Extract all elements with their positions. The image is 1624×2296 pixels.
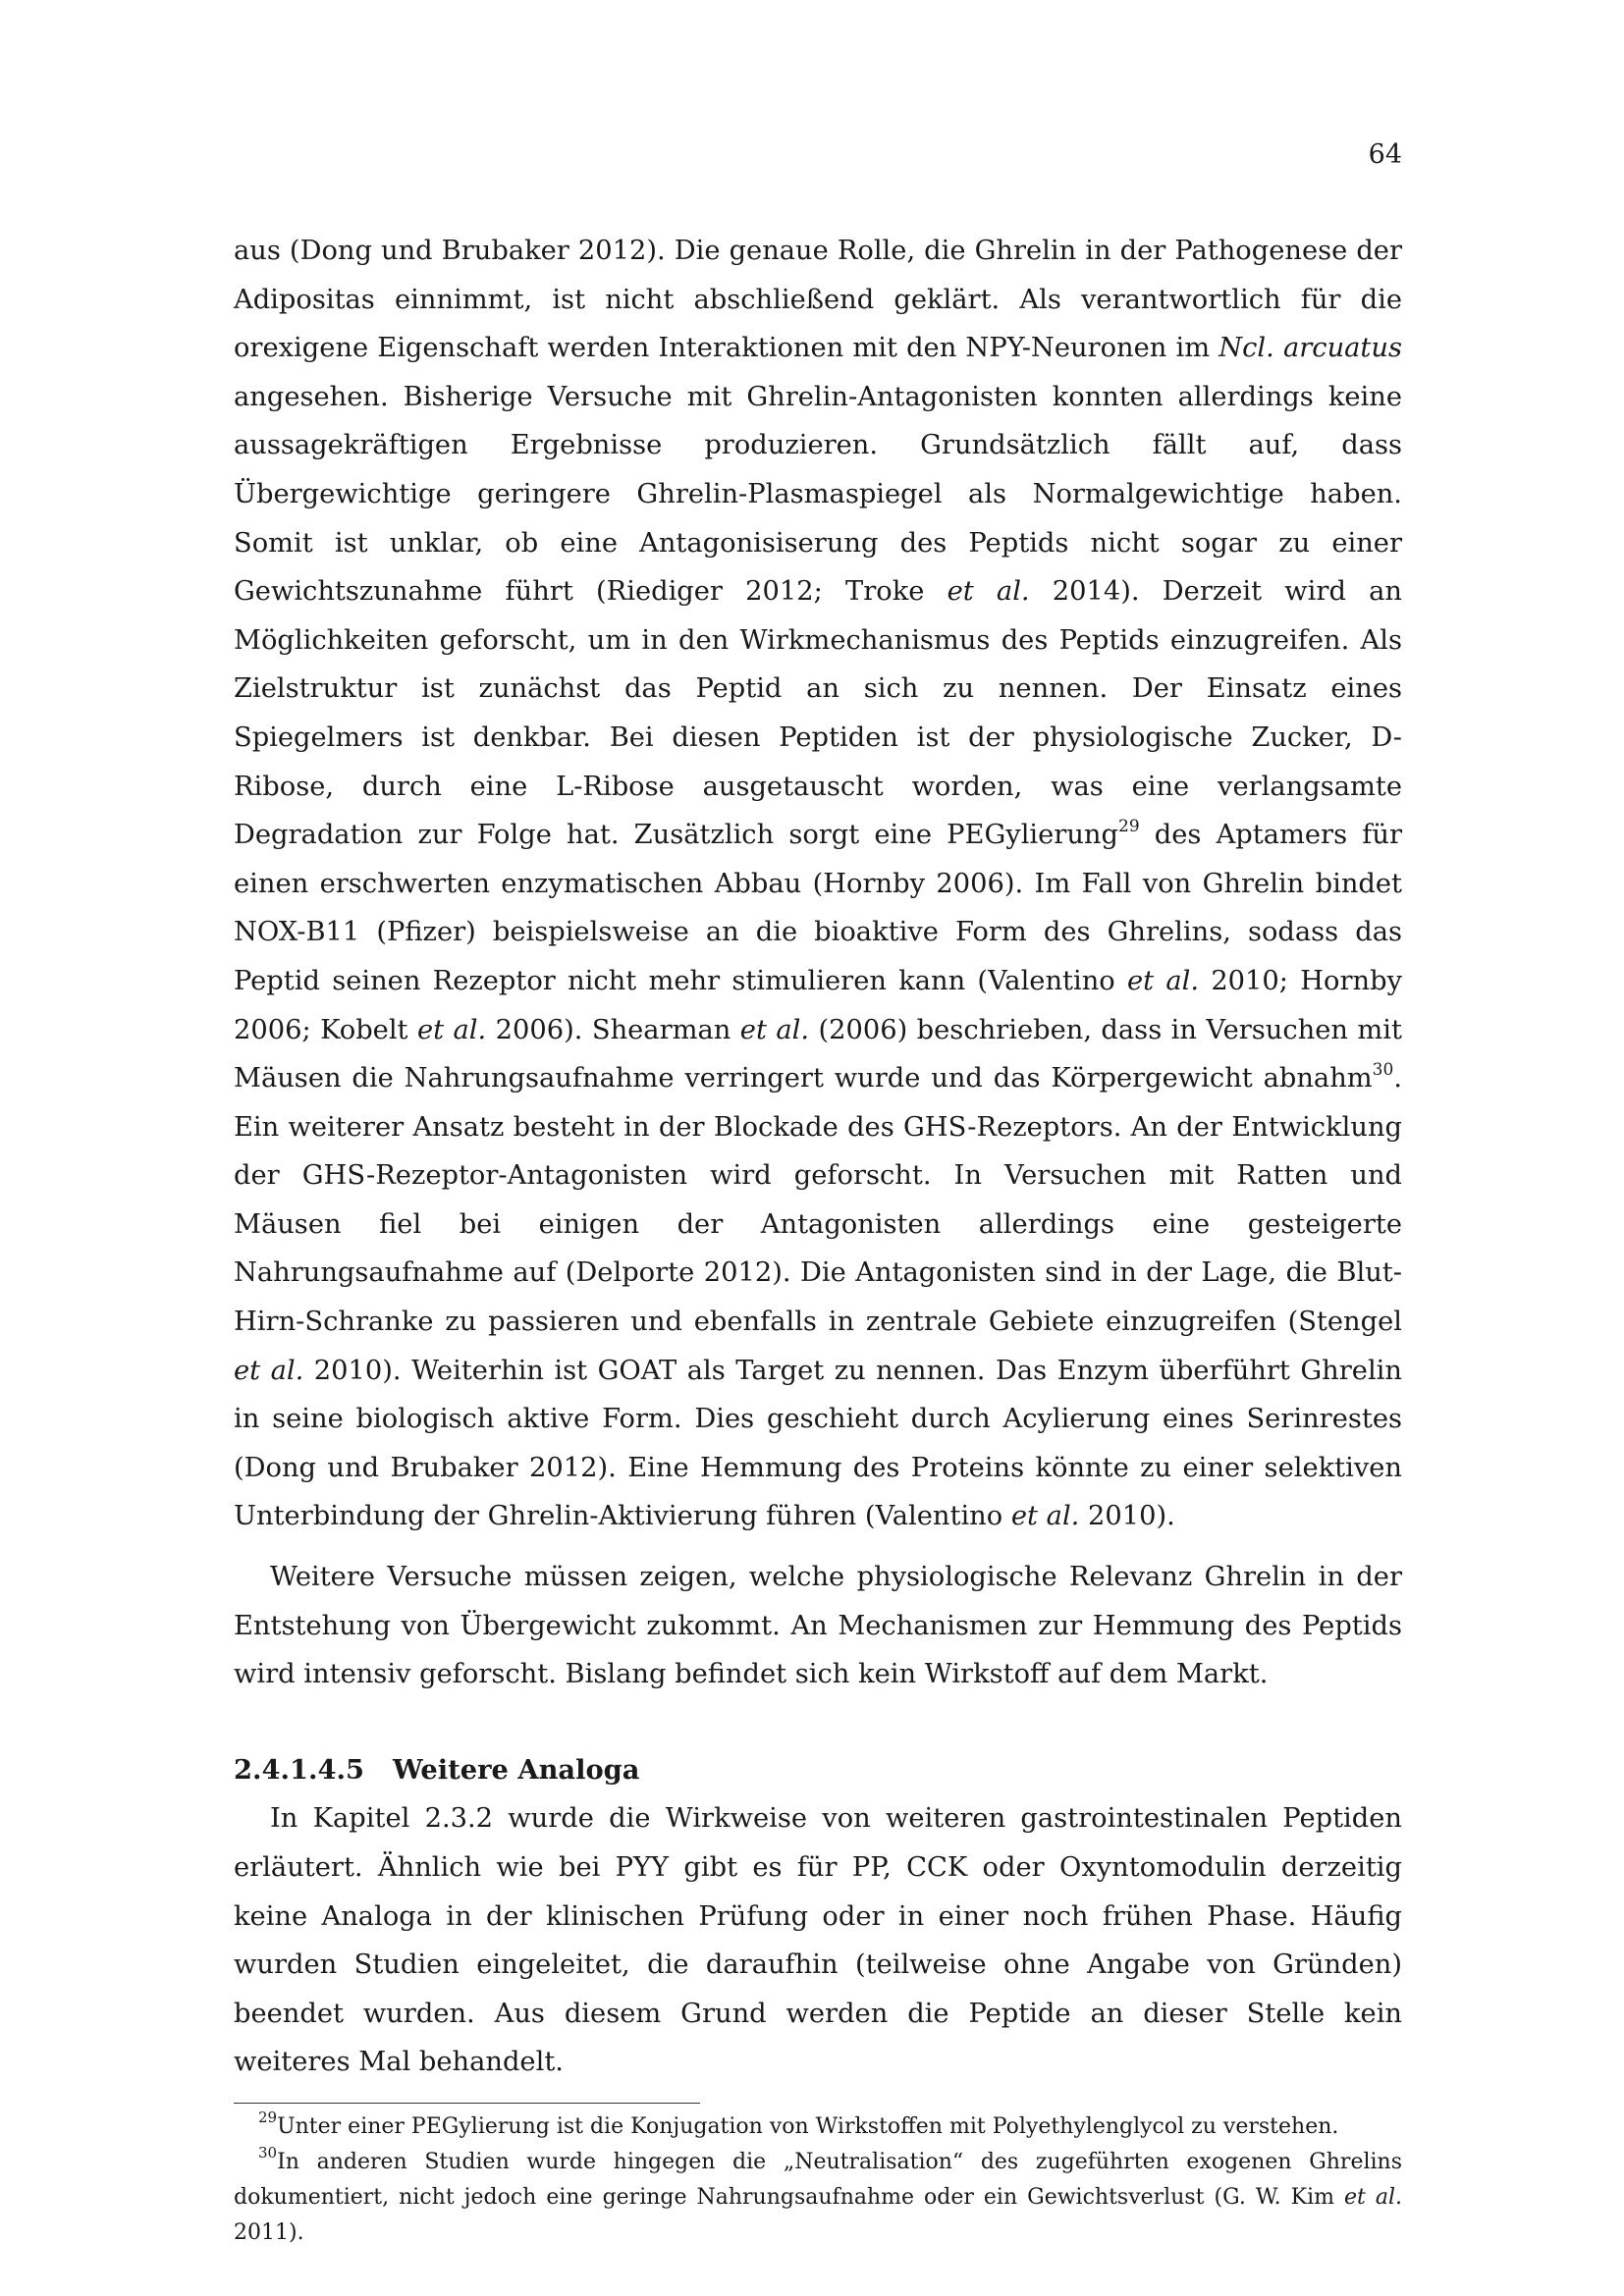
footnote-30 bbox=[234, 2145, 1402, 2251]
text-run: . Ein weiterer Ansatz besteht in der Blockade des GHS-Rezeptors. An der Entwicklung der GHS-Rezeptor-Antagonisten wird geforscht. In Versuchen mit Ratten und Mäusen fiel bei einigen der Antagonisten allerdings eine gesteigerte Nahrungsaufnahme auf (Delporte 2012). Die Antagonisten sind in der Lage, die Blut-Hirn-Schranke zu passieren und ebenfalls in zentrale Gebiete einzugreifen (Stengel bbox=[234, 1063, 1402, 1338]
italic-term: Ncl. arcuatus bbox=[1218, 333, 1402, 364]
text-run: des Aptamers für einen erschwerten enzymatischen Abbau (Hornby 2006). Im Fall von Ghrelin bindet NOX-B11 (Pfizer) beispielsweise an die bioaktive Form des Ghrelins, sodass das Peptid seinen Rezeptor nicht mehr stimulieren kann (Valentino bbox=[234, 820, 1402, 996]
main-text bbox=[234, 227, 1402, 2251]
italic-term: et al. bbox=[739, 1014, 810, 1045]
footnote-number: 29 bbox=[258, 2108, 278, 2126]
page-number: 64 bbox=[1368, 139, 1402, 170]
footnote-number: 30 bbox=[258, 2143, 278, 2162]
body-paragraph-conclusion: Weitere Versuche müssen zeigen, welche physiologische Relevanz Ghrelin in der Entstehung von Übergewicht zukommt. An Mechanismen zur Hemmung des Peptids wird intensiv geforscht. Bislang befindet sich kein Wirkstoff auf dem Markt. bbox=[234, 1562, 1402, 1690]
text-run: (2006) beschrieben, dass in Versuchen mit Mäusen die Nahrungsaufnahme verringert wurde und das Körpergewicht abnahm bbox=[234, 1014, 1402, 1095]
italic-term: et al. bbox=[1127, 965, 1200, 996]
footnote-divider bbox=[234, 2103, 700, 2104]
text-run: angesehen. Bisherige Versuche mit Ghrelin-Antagonisten konnten allerdings keine aussagekräftigen Ergebnisse produzieren. Grundsätzlich fällt auf, dass Übergewichtige geringere Ghrelin-Plasmaspiegel als Normalgewichtige haben. Somit ist unklar, ob eine Antagonisiserung des Peptids nicht sogar zu einer Gewichtszunahme führt (Riediger 2012; Troke bbox=[234, 381, 1402, 608]
text-run: 2010). bbox=[1079, 1501, 1175, 1532]
text-run: 2006). Shearman bbox=[486, 1014, 740, 1045]
footnote-29 bbox=[234, 2109, 1402, 2145]
text-run: 2014). Derzeit wird an Möglichkeiten geforscht, um in den Wirkmechanismus des Peptids einzugreifen. Als Zielstruktur ist zunächst das Peptid an sich zu nennen. Der Einsatz eines Spiegelmers ist denkbar. Bei diesen Peptiden ist der physiologische Zucker, D-Ribose, durch eine L-Ribose ausgetauscht worden, was eine verlangsamte Degradation zur Folge hat. Zusätzlich sorgt eine PEGylierung bbox=[234, 576, 1402, 851]
footnote-text: 2011). bbox=[234, 2219, 304, 2245]
text-run: aus (Dong und Brubaker 2012). Die genaue Rolle, die Ghrelin in der Pathogenese der Adipositas einnimmt, ist nicht abschließend geklärt. Als verantwortlich für die orexigene Eigenschaft werden Interaktionen mit den NPY-Neuronen im bbox=[234, 236, 1402, 364]
italic-term: et al. bbox=[947, 576, 1030, 608]
body-paragraph-analoga: In Kapitel 2.3.2 wurde die Wirkweise von weiteren gastrointestinalen Peptiden erläutert. Ähnlich wie bei PYY gibt es für PP, CCK oder Oxyntomodulin derzeitig keine Analoga in der klinischen Prüfung oder in einer noch frühen Phase. Häufig wurden Studien eingeleitet, die daraufhin (teilweise ohne Angabe von Gründen) beendet wurden. Aus diesem Grund werden die Peptide an dieser Stelle kein weiteres Mal behandelt. bbox=[234, 1803, 1402, 2078]
footnote-text: In anderen Studien wurde hingegen die „Neutralisation“ des zugeführten exogenen Ghrelins dokumentiert, nicht jedoch eine geringe Nahrungsaufnahme oder ein Gewichtsverlust (G. W. Kim bbox=[234, 2149, 1402, 2210]
footnotes bbox=[234, 2109, 1402, 2251]
section-number: 2.4.1.4.5 bbox=[234, 1753, 364, 1786]
italic-term: et al. bbox=[234, 1355, 304, 1386]
italic-term: et al. bbox=[1010, 1501, 1080, 1532]
text-run: 2010; Hornby 2006; Kobelt bbox=[234, 965, 1402, 1045]
section-title: Weitere Analoga bbox=[393, 1753, 640, 1786]
body-paragraph-ghrelin bbox=[234, 227, 1402, 1541]
footnote-mark-30: 30 bbox=[1372, 1060, 1394, 1080]
italic-term: et al. bbox=[416, 1014, 487, 1045]
text-run: 2010). Weiterhin ist GOAT als Target zu nennen. Das Enzym überführt Ghrelin in seine biologisch aktive Form. Dies geschieht durch Acylierung eines Serinrestes (Dong und Brubaker 2012). Eine Hemmung des Proteins könnte zu einer selektiven Unterbindung der Ghrelin-Aktivierung führen (Valentino bbox=[234, 1355, 1402, 1532]
footnote-mark-29: 29 bbox=[1118, 817, 1140, 837]
section-heading bbox=[234, 1746, 1402, 1795]
italic-term: et al. bbox=[1343, 2184, 1402, 2210]
footnote-text: Unter einer PEGylierung ist die Konjugation von Wirkstoffen mit Polyethylenglycol zu verstehen. bbox=[277, 2113, 1339, 2139]
